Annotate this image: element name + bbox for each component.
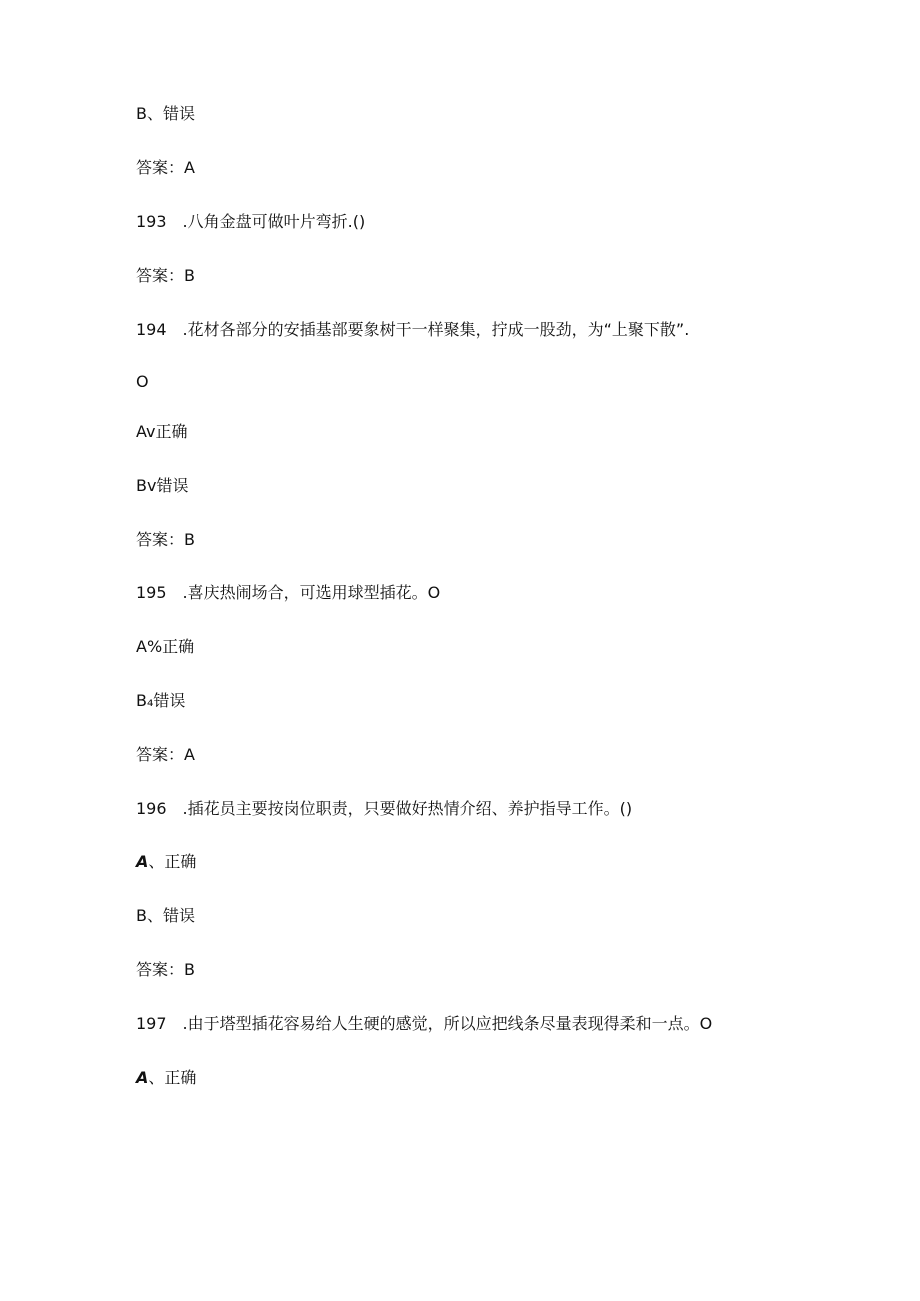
question-194: 194 .花材各部分的安插基部要象树干一样聚集，拧成一股劲，为“上聚下散”. [136,320,690,339]
option-letter: A [136,852,149,871]
text-line: 答案：B [136,530,195,549]
option-text: 、正确 [148,852,197,871]
text-line: 答案：B [136,266,195,285]
question-195: 195 .喜庆热闹场合，可选用球型插花。O [136,583,441,602]
option-b: B₄错误 [136,691,186,710]
text-line: 答案：B [136,960,195,979]
option-a [136,852,196,872]
option-a [136,1068,196,1088]
text-line: 答案：A [136,745,195,764]
option-letter: A [136,1068,149,1087]
option-b: B、错误 [136,906,195,925]
text-line: 答案：A [136,158,195,177]
question-193: 193 .八角金盘可做叶片弯折.() [136,212,366,231]
option-b: Bv错误 [136,476,189,495]
question-196: 196 .插花员主要按岗位职责，只要做好热情介绍、养护指导工作。() [136,799,633,818]
text-line: O [136,372,149,391]
text-line: B、错误 [136,104,195,123]
option-text: 、正确 [148,1068,197,1087]
option-a: Av正确 [136,422,188,441]
option-a: A%正确 [136,637,195,656]
question-197: 197 .由于塔型插花容易给人生硬的感觉，所以应把线条尽量表现得柔和一点。O [136,1014,713,1033]
